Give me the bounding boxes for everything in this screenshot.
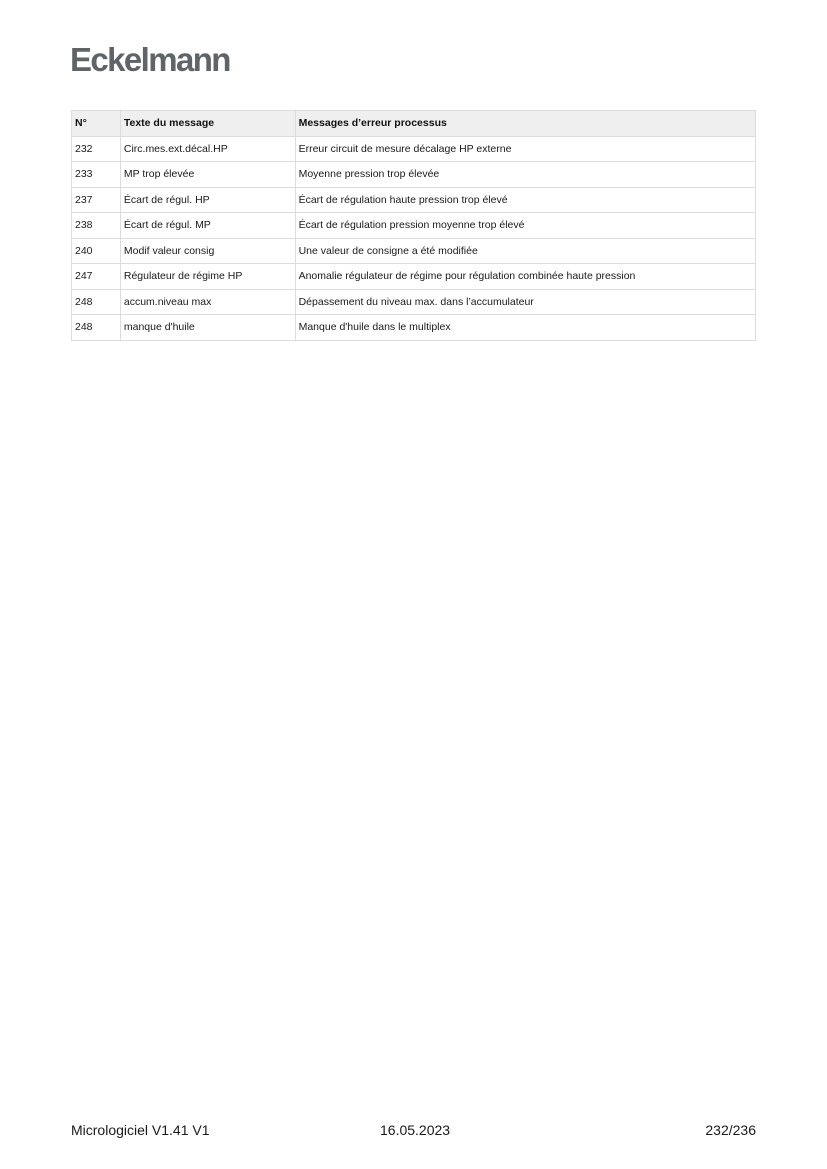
cell-number: 238 bbox=[72, 213, 121, 239]
column-header-process-errors: Messages d’erreur processus bbox=[295, 111, 755, 137]
cell-message-text: Écart de régul. MP bbox=[120, 213, 295, 239]
table-header-row bbox=[72, 111, 756, 137]
cell-number: 232 bbox=[72, 136, 121, 162]
table-row bbox=[72, 315, 756, 341]
error-messages-table bbox=[71, 110, 756, 341]
cell-number: 233 bbox=[72, 162, 121, 188]
cell-message-text: MP trop élevée bbox=[120, 162, 295, 188]
footer-firmware-version: Micrologiciel V1.41 V1 bbox=[71, 1122, 210, 1138]
cell-message-text: Circ.mes.ext.décal.HP bbox=[120, 136, 295, 162]
cell-description: Écart de régulation haute pression trop élevé bbox=[295, 187, 755, 213]
cell-number: 240 bbox=[72, 238, 121, 264]
cell-message-text: Écart de régul. HP bbox=[120, 187, 295, 213]
cell-description: Manque d'huile dans le multiplex bbox=[295, 315, 755, 341]
cell-description: Dépassement du niveau max. dans l’accumulateur bbox=[295, 289, 755, 315]
cell-message-text: Régulateur de régime HP bbox=[120, 264, 295, 290]
cell-number: 248 bbox=[72, 315, 121, 341]
table-row bbox=[72, 187, 756, 213]
column-header-message-text: Texte du message bbox=[120, 111, 295, 137]
cell-message-text: accum.niveau max bbox=[120, 289, 295, 315]
table-row bbox=[72, 264, 756, 290]
cell-number: 248 bbox=[72, 289, 121, 315]
cell-description: Erreur circuit de mesure décalage HP externe bbox=[295, 136, 755, 162]
cell-number: 237 bbox=[72, 187, 121, 213]
column-header-number: N° bbox=[72, 111, 121, 137]
eckelmann-logo: Eckelmann bbox=[70, 41, 230, 78]
cell-description: Une valeur de consigne a été modifiée bbox=[295, 238, 755, 264]
cell-description: Écart de régulation pression moyenne trop élevé bbox=[295, 213, 755, 239]
table-row bbox=[72, 289, 756, 315]
footer-date: 16.05.2023 bbox=[380, 1122, 451, 1138]
table-row bbox=[72, 162, 756, 188]
table-row bbox=[72, 136, 756, 162]
cell-message-text: manque d'huile bbox=[120, 315, 295, 341]
table-row bbox=[72, 213, 756, 239]
cell-message-text: Modif valeur consig bbox=[120, 238, 295, 264]
cell-description: Anomalie régulateur de régime pour régulation combinée haute pression bbox=[295, 264, 755, 290]
cell-description: Moyenne pression trop élevée bbox=[295, 162, 755, 188]
footer-page-number: 232/236 bbox=[705, 1122, 756, 1138]
table-row bbox=[72, 238, 756, 264]
cell-number: 247 bbox=[72, 264, 121, 290]
